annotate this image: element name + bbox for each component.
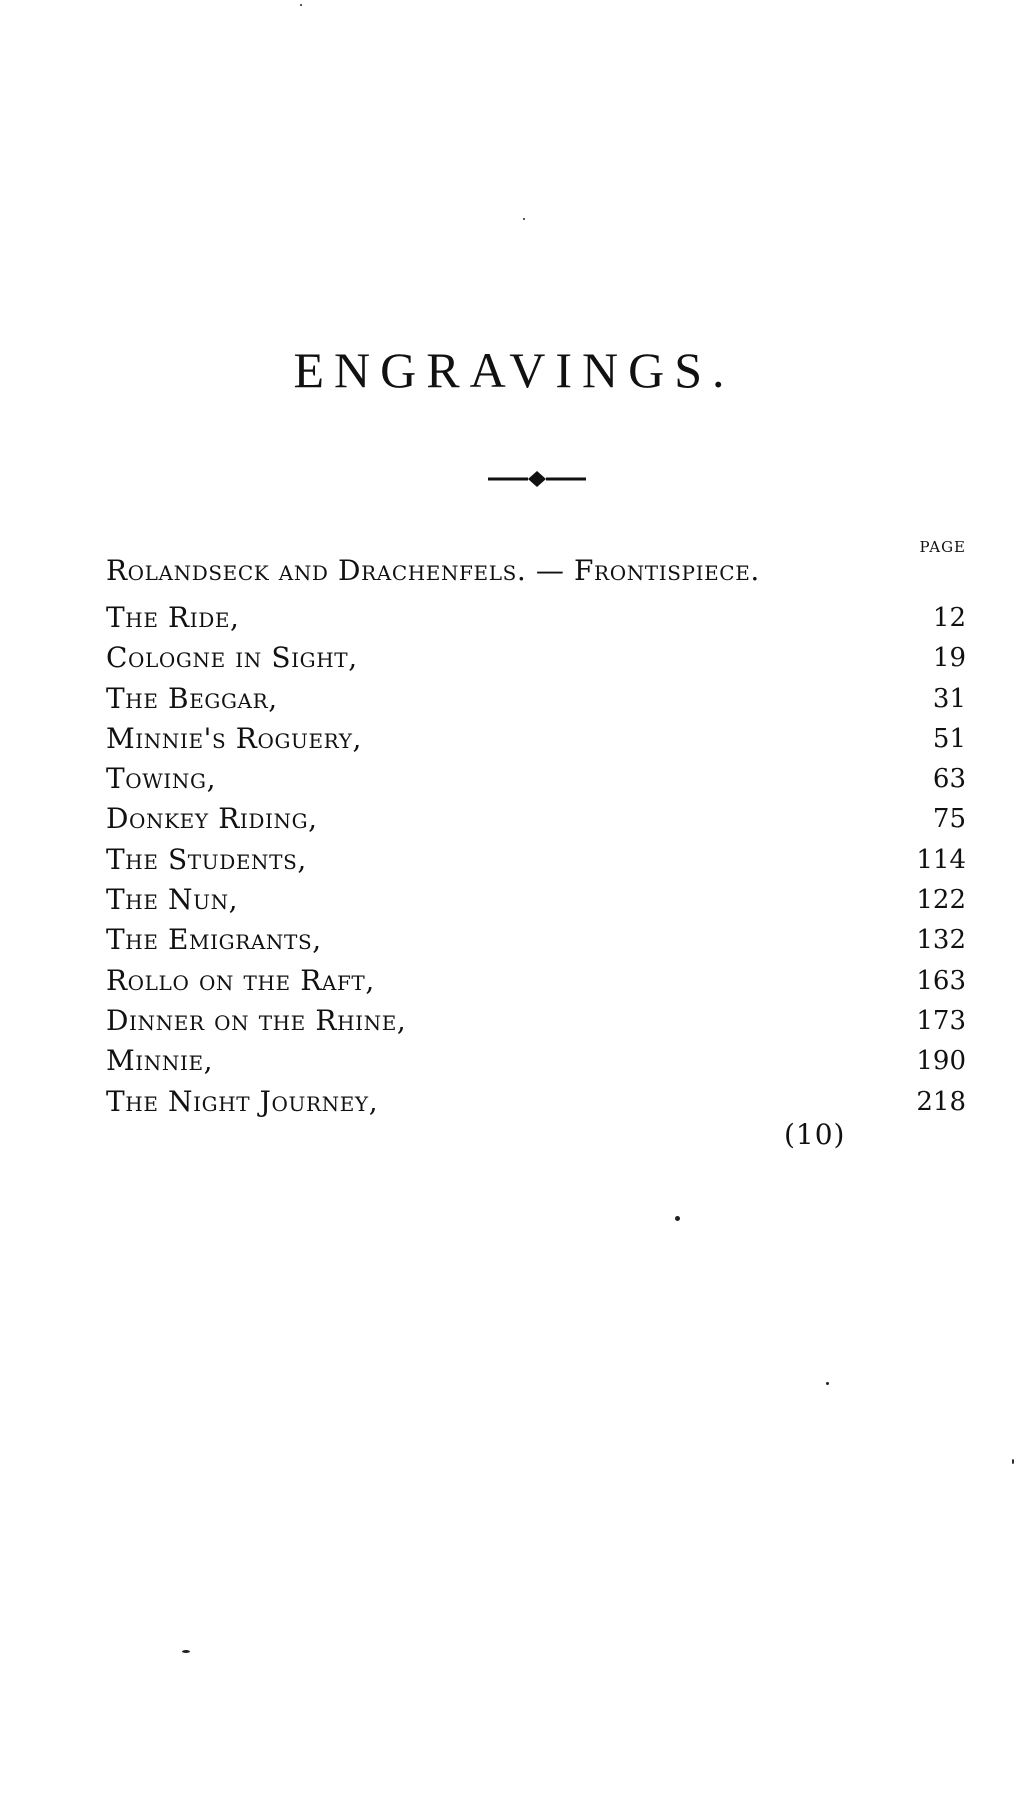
frontispiece-entry: Rolandseck and Drachenfels. — Frontispiece. (106, 554, 760, 587)
entry-page-number: 63 (932, 764, 966, 795)
entry-title: The Students, (106, 840, 315, 880)
list-item (106, 920, 966, 960)
scan-speck (523, 218, 525, 220)
entry-title: Minnie's Roguery, (106, 719, 370, 759)
entry-title: Dinner on the Rhine, (106, 1001, 414, 1041)
list-item (106, 799, 966, 839)
page-title: ENGRAVINGS. (293, 342, 735, 398)
entry-title: Minnie, (106, 1041, 221, 1081)
scan-speck (826, 1382, 829, 1385)
entry-page-number: 190 (916, 1046, 966, 1077)
scan-speck (675, 1216, 680, 1221)
dash-diamond-dash-ornament-icon (488, 468, 586, 490)
list-item (106, 679, 966, 719)
entry-title: Donkey Riding, (106, 799, 326, 839)
entry-title: The Night Journey, (106, 1082, 386, 1122)
list-item (106, 961, 966, 1001)
engravings-list (106, 598, 966, 1122)
list-item (106, 638, 966, 678)
list-item (106, 598, 966, 638)
entry-page-number: 114 (916, 844, 966, 875)
entry-page-number: 163 (916, 965, 966, 996)
page-column-header: PAGE (919, 538, 966, 556)
scan-speck (300, 4, 302, 6)
entry-page-number: 218 (916, 1086, 966, 1117)
entry-page-number: 122 (916, 885, 966, 916)
page-folio: (10) (784, 1118, 846, 1151)
list-item (106, 719, 966, 759)
entry-title: Cologne in Sight, (106, 638, 366, 678)
entry-page-number: 132 (916, 925, 966, 956)
entry-page-number: 12 (932, 603, 966, 633)
entry-title: The Emigrants, (106, 920, 330, 960)
entry-page-number: 31 (932, 683, 966, 714)
entry-title: Rollo on the Raft, (106, 961, 383, 1001)
entry-title: The Beggar, (106, 679, 286, 719)
scan-speck (182, 1650, 190, 1653)
scan-speck (1012, 1459, 1014, 1464)
list-item (106, 1001, 966, 1041)
entry-page-number: 75 (932, 804, 966, 835)
entry-title: Towing, (106, 759, 224, 799)
list-item (106, 759, 966, 799)
list-item (106, 840, 966, 880)
list-item (106, 880, 966, 920)
entry-title: The Ride, (106, 598, 248, 638)
entry-page-number: 19 (932, 643, 966, 674)
list-item (106, 1082, 966, 1122)
entry-title: The Nun, (106, 880, 246, 920)
list-item (106, 1041, 966, 1081)
entry-page-number: 51 (932, 723, 966, 754)
entry-page-number: 173 (916, 1005, 966, 1036)
